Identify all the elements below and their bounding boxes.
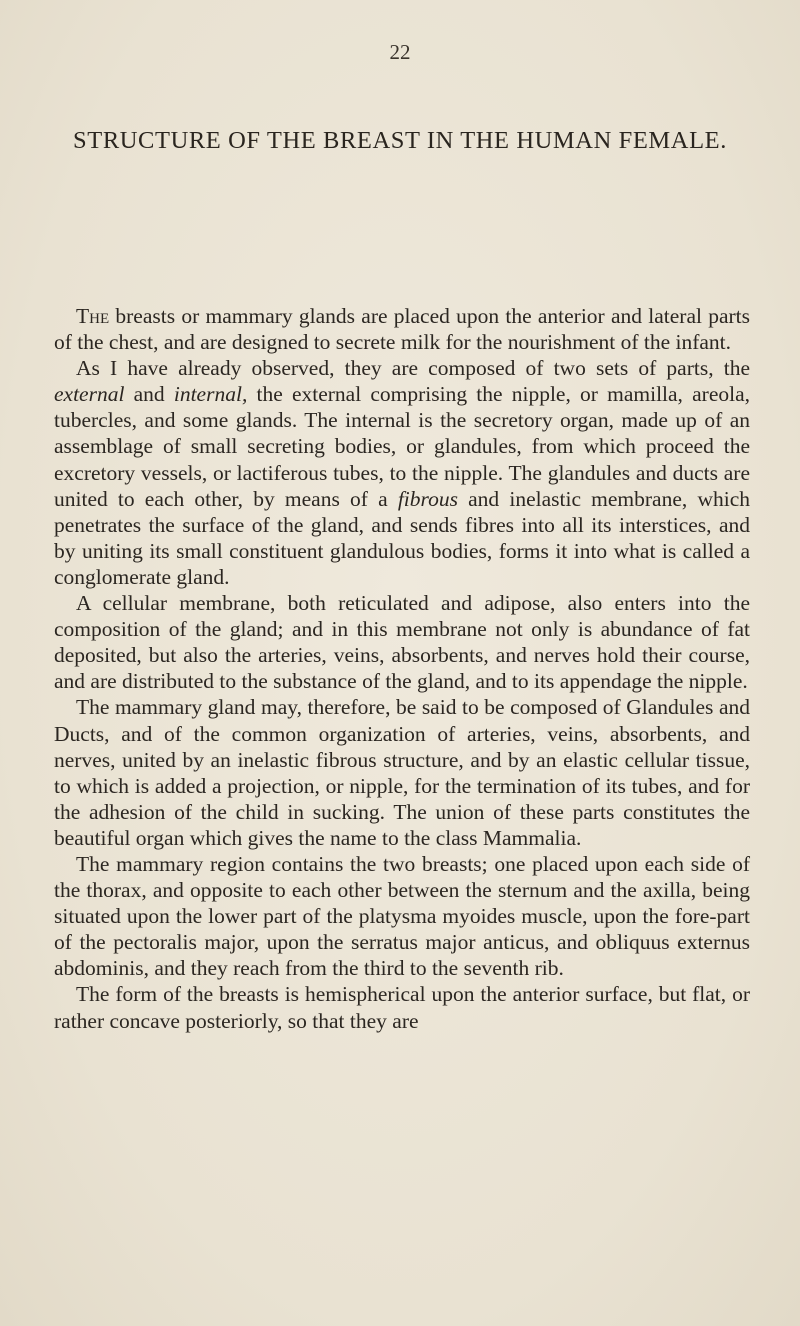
italic-term-internal: internal, [173, 382, 248, 407]
paragraph-1 [54, 303, 750, 355]
paragraph-3: A cellular membrane, both reticulated and adipose, also enters into the composition of the gland; and in this membrane not only is abundance of fat deposited, but also the arteries, veins, absorbents, and nerves hold their course, and are distributed to the substance of the gland, and to its appendage the nipple. [54, 591, 750, 694]
paragraph-text: breasts or mammary glands are placed upon the anterior and lateral parts of the chest, and are designed to secrete milk for the nourishment of the infant. [54, 304, 750, 355]
lead-word: The [76, 304, 110, 328]
paragraph-2 [54, 355, 750, 590]
paragraph-5: The mammary region contains the two breasts; one placed upon each side of the thorax, and opposite to each other between the sternum and the axilla, being situated upon the lower part of the platysma myoides muscle, upon the fore-part of the pectoralis major, upon the serratus major anticus, and obliquus externus abdominis, and they reach from the third to the seventh rib. [54, 851, 750, 981]
page-number: 22 [389, 40, 411, 64]
paragraph-text: and inelastic membrane, which penetrates the surface of the gland, and sends fibres into all its interstices, and by uniting its small constituent glandulous bodies, forms it into what is called a conglomerate gland. [54, 486, 750, 589]
paragraph-text: and [124, 382, 174, 407]
chapter-title: STRUCTURE OF THE BREAST IN THE HUMAN FEMALE. [73, 127, 727, 154]
paragraph-text: the external comprising the nipple, or mamilla, areola, tubercles, and some glands. The internal is the secretory organ, made up of an assemblage of small secreting bodies, or glandules, from which proceed the excretory vessels, or lactiferous tubes, to the nipple. The glandules and ducts are united to each other, by means of a [54, 382, 750, 511]
italic-term-fibrous: fibrous [397, 486, 458, 511]
paragraph-4: The mammary gland may, therefore, be said to be composed of Glandules and Ducts, and of the common organization of arteries, veins, absorbents, and nerves, united by an inelastic fibrous structure, and by an elastic cellular tissue, to which is added a projection, or nipple, for the termination of its tubes, and for the adhesion of the child in sucking. The union of these parts constitutes the beautiful organ which gives the name to the class Mammalia. [54, 695, 750, 850]
body-text [54, 303, 750, 1034]
paragraph-6: The form of the breasts is hemispherical upon the anterior surface, but flat, or rather concave posteriorly, so that they are [54, 982, 750, 1033]
paragraph-text: As I have already observed, they are composed of two sets of parts, the [76, 356, 750, 381]
italic-term-external: external [54, 382, 125, 407]
